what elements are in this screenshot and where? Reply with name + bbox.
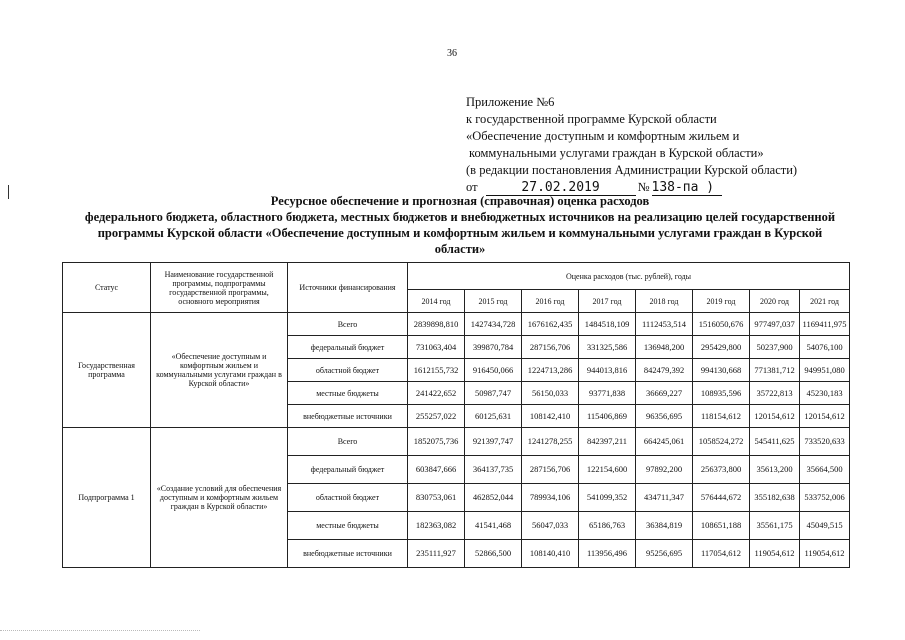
row-value: 45230,183 — [800, 382, 850, 405]
table-row — [63, 313, 850, 336]
row-value: 1484518,109 — [579, 313, 636, 336]
row-value: 118154,612 — [693, 405, 750, 428]
row-value: 41541,468 — [465, 512, 522, 540]
row-source: местные бюджеты — [288, 512, 408, 540]
row-value: 1241278,255 — [522, 428, 579, 456]
row-value: 731063,404 — [408, 336, 465, 359]
appendix-line-3: «Обеспечение доступным и комфортным жильем и — [466, 129, 740, 143]
row-value: 136948,200 — [636, 336, 693, 359]
row-value: 119054,612 — [750, 540, 800, 568]
row-value: 36384,819 — [636, 512, 693, 540]
row-source: Всего — [288, 428, 408, 456]
header-year: 2020 год — [750, 290, 800, 313]
row-value: 541099,352 — [579, 484, 636, 512]
row-program-name: «Создание условий для обеспечения доступным и комфортным жильем граждан в Курской области» — [151, 428, 288, 568]
row-value: 45049,515 — [800, 512, 850, 540]
row-value: 355182,638 — [750, 484, 800, 512]
row-value: 108140,410 — [522, 540, 579, 568]
row-value: 117054,612 — [693, 540, 750, 568]
header-program-name: Наименование государственной программы, подпрограммы государственной программы, основного мероприятия — [151, 263, 288, 313]
row-status: Государственная программа — [63, 313, 151, 428]
document-title — [60, 193, 860, 257]
row-status: Подпрограмма 1 — [63, 428, 151, 568]
appendix-line-4: коммунальными услугами граждан в Курской области» — [469, 146, 764, 160]
row-value: 255257,022 — [408, 405, 465, 428]
row-value: 1112453,514 — [636, 313, 693, 336]
header-estimate: Оценка расходов (тыс. рублей), годы — [408, 263, 850, 290]
row-source: Всего — [288, 313, 408, 336]
row-value: 241422,652 — [408, 382, 465, 405]
row-value: 830753,061 — [408, 484, 465, 512]
appendix-line-5: (в редакции постановления Администрации Курской области) — [466, 163, 798, 177]
row-value: 256373,800 — [693, 456, 750, 484]
page-number: 36 — [447, 48, 457, 59]
row-source: областной бюджет — [288, 359, 408, 382]
row-value: 56150,033 — [522, 382, 579, 405]
header-year: 2018 год — [636, 290, 693, 313]
header-sources: Источники финансирования — [288, 263, 408, 313]
title-line-2: федерального бюджета, областного бюджета, местных бюджетов и внебюджетных источников на реализацию целей государственной — [84, 210, 836, 224]
row-source: федеральный бюджет — [288, 456, 408, 484]
row-value: 95256,695 — [636, 540, 693, 568]
row-source: внебюджетные источники — [288, 540, 408, 568]
row-value: 182363,082 — [408, 512, 465, 540]
row-source: внебюджетные источники — [288, 405, 408, 428]
row-value: 977497,037 — [750, 313, 800, 336]
row-value: 921397,747 — [465, 428, 522, 456]
row-value: 56047,033 — [522, 512, 579, 540]
row-value: 1058524,272 — [693, 428, 750, 456]
row-value: 1427434,728 — [465, 313, 522, 336]
title-line-1: Ресурсное обеспечение и прогнозная (справочная) оценка расходов — [270, 194, 650, 208]
row-value: 295429,800 — [693, 336, 750, 359]
row-value: 664245,061 — [636, 428, 693, 456]
appendix-header — [466, 94, 797, 196]
row-value: 576444,672 — [693, 484, 750, 512]
row-value: 842397,211 — [579, 428, 636, 456]
row-value: 771381,712 — [750, 359, 800, 382]
row-value: 1516050,676 — [693, 313, 750, 336]
row-value: 1224713,286 — [522, 359, 579, 382]
resolution-number: 138-па ) — [652, 181, 722, 196]
row-value: 842479,392 — [636, 359, 693, 382]
row-value: 50987,747 — [465, 382, 522, 405]
row-value: 60125,631 — [465, 405, 522, 428]
row-value: 119054,612 — [800, 540, 850, 568]
table-row — [63, 428, 850, 456]
row-value: 1169411,975 — [800, 313, 850, 336]
number-prefix: № — [637, 180, 650, 194]
row-value: 545411,625 — [750, 428, 800, 456]
row-value: 108935,596 — [693, 382, 750, 405]
row-value: 54076,100 — [800, 336, 850, 359]
row-value: 789934,106 — [522, 484, 579, 512]
row-value: 949951,080 — [800, 359, 850, 382]
row-source: федеральный бюджет — [288, 336, 408, 359]
header-year: 2015 год — [465, 290, 522, 313]
header-status: Статус — [63, 263, 151, 313]
date-prefix: от — [466, 180, 478, 194]
table-header-row — [63, 263, 850, 290]
row-value: 287156,706 — [522, 456, 579, 484]
header-year: 2017 год — [579, 290, 636, 313]
title-line-3: программы Курской области «Обеспечение доступным и комфортным жильем и коммунальными услугами граждан в Курской — [97, 226, 823, 240]
row-value: 93771,838 — [579, 382, 636, 405]
row-value: 434711,347 — [636, 484, 693, 512]
row-value: 113956,496 — [579, 540, 636, 568]
row-program-name: «Обеспечение доступным и комфортным жильем и коммунальными услугами граждан в Курской области» — [151, 313, 288, 428]
row-value: 35664,500 — [800, 456, 850, 484]
row-value: 120154,612 — [800, 405, 850, 428]
row-value: 108142,410 — [522, 405, 579, 428]
row-value: 36669,227 — [636, 382, 693, 405]
appendix-line-1: Приложение №6 — [466, 95, 555, 109]
row-value: 35561,175 — [750, 512, 800, 540]
row-value: 916450,066 — [465, 359, 522, 382]
row-source: местные бюджеты — [288, 382, 408, 405]
row-value: 944013,816 — [579, 359, 636, 382]
row-value: 533752,006 — [800, 484, 850, 512]
header-year: 2016 год — [522, 290, 579, 313]
title-line-4: области» — [434, 242, 486, 256]
row-value: 1852075,736 — [408, 428, 465, 456]
row-value: 235111,927 — [408, 540, 465, 568]
row-source: областной бюджет — [288, 484, 408, 512]
header-year: 2019 год — [693, 290, 750, 313]
header-year: 2014 год — [408, 290, 465, 313]
row-value: 364137,735 — [465, 456, 522, 484]
margin-mark — [8, 185, 9, 199]
row-value: 287156,706 — [522, 336, 579, 359]
row-value: 1676162,435 — [522, 313, 579, 336]
row-value: 120154,612 — [750, 405, 800, 428]
row-value: 65186,763 — [579, 512, 636, 540]
footer-line — [0, 630, 200, 632]
appendix-line-2: к государственной программе Курской области — [466, 112, 717, 126]
row-value: 96356,695 — [636, 405, 693, 428]
row-value: 462852,044 — [465, 484, 522, 512]
budget-table — [62, 262, 850, 568]
row-value: 733520,633 — [800, 428, 850, 456]
row-value: 994130,668 — [693, 359, 750, 382]
row-value: 50237,900 — [750, 336, 800, 359]
row-value: 399870,784 — [465, 336, 522, 359]
row-value: 108651,188 — [693, 512, 750, 540]
row-value: 97892,200 — [636, 456, 693, 484]
row-value: 52866,500 — [465, 540, 522, 568]
row-value: 331325,586 — [579, 336, 636, 359]
resolution-date: 27.02.2019 — [486, 181, 636, 196]
row-value: 1612155,732 — [408, 359, 465, 382]
row-value: 35722,813 — [750, 382, 800, 405]
header-year: 2021 год — [800, 290, 850, 313]
row-value: 2839898,810 — [408, 313, 465, 336]
row-value: 35613,200 — [750, 456, 800, 484]
row-value: 115406,869 — [579, 405, 636, 428]
row-value: 603847,666 — [408, 456, 465, 484]
row-value: 122154,600 — [579, 456, 636, 484]
